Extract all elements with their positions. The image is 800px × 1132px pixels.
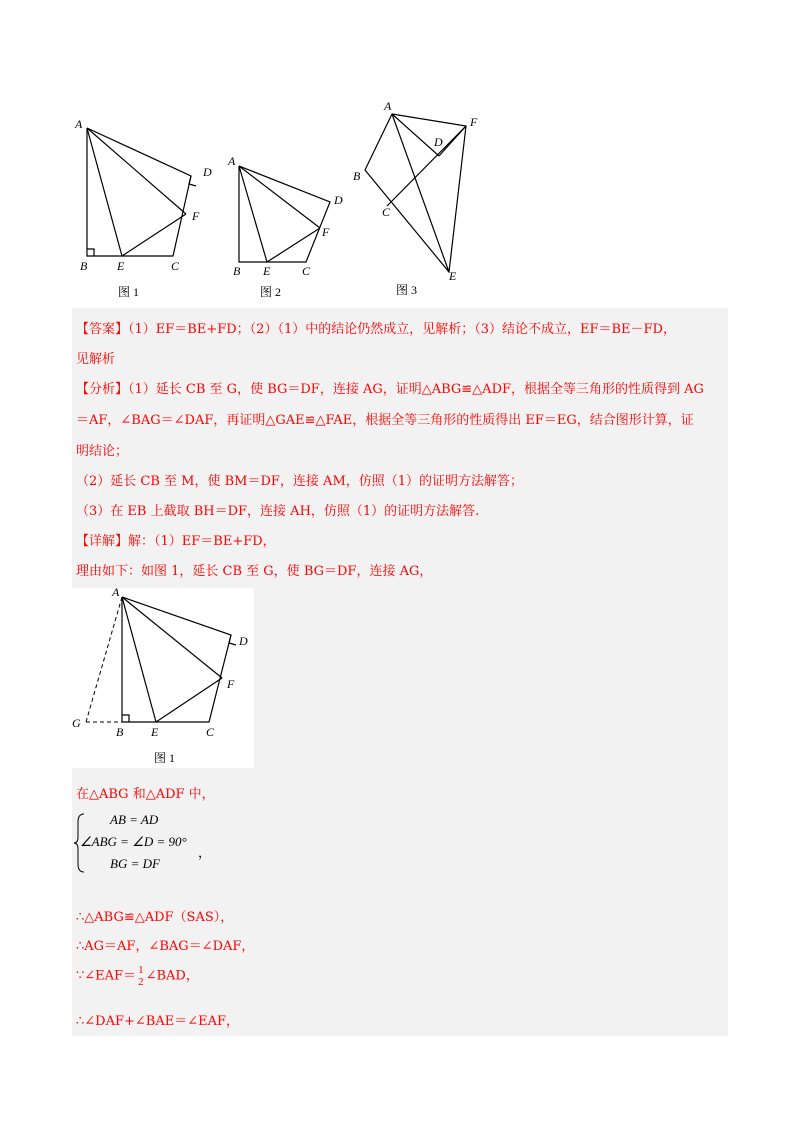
figure-caption: 图 2 [260, 285, 282, 299]
fraction-numerator: 1 [138, 964, 144, 976]
analysis-text: （3）在 EB 上截取 BH＝DF，连接 AH，仿照（1）的证明方法解答. [76, 504, 480, 519]
figure-3 [350, 98, 490, 303]
detail-line [76, 906, 233, 925]
label-B: B [353, 169, 361, 183]
label-E: E [263, 264, 271, 278]
analysis-line [76, 440, 128, 459]
label-A: A [75, 117, 83, 131]
label-A: A [112, 588, 120, 599]
analysis-line [76, 409, 694, 428]
detail-text: 理由如下：如图 1，延长 CB 至 G，使 BG＝DF，连接 AG， [76, 564, 433, 579]
equation-system [74, 812, 234, 874]
equation-tail: ， [198, 845, 212, 860]
analysis-line [76, 378, 704, 397]
analysis-line [76, 470, 523, 489]
label-D: D [334, 193, 343, 207]
analysis-text: 明结论； [76, 444, 129, 459]
detail-text: ∴∠DAF+∠BAE＝∠EAF， [76, 1014, 240, 1029]
detail-tag: 【详解】 [76, 534, 129, 549]
answer-text: 见解析 [76, 352, 116, 367]
label-A: A [228, 154, 236, 168]
answer-tag: 【答案】 [76, 322, 129, 337]
analysis-tag: 【分析】 [76, 382, 129, 397]
detail-text: ∴AG＝AF，∠BAG＝∠DAF， [76, 939, 255, 954]
analysis-line [76, 500, 479, 519]
label-E: E [117, 259, 125, 273]
detail-line [76, 935, 254, 954]
detail-line [76, 560, 432, 579]
label-C: C [206, 725, 215, 739]
figure-caption: 图 1 [154, 751, 176, 765]
label-A: A [384, 99, 392, 113]
label-E: E [449, 269, 457, 283]
label-F: F [470, 115, 478, 129]
figure-1 [70, 112, 230, 302]
detail-line [76, 964, 199, 988]
fraction-denominator: 2 [138, 976, 144, 988]
equation-row: AB = AD [110, 812, 159, 827]
detail-text: 解：（1）EF＝BE+FD， [128, 534, 276, 549]
label-D: D [239, 634, 248, 648]
figure-caption: 图 1 [118, 285, 140, 299]
detail-text: ∴△ABG≌△ADF（SAS）， [76, 910, 234, 925]
answer-text: （1）EF＝BE+FD；（2）（1）中的结论仍然成立，见解析；（3）结论不成立，EF＝BE－FD， [128, 322, 676, 337]
detail-text: ∵∠EAF＝ [76, 968, 137, 984]
fraction [138, 964, 144, 988]
label-B: B [116, 725, 124, 739]
label-B: B [233, 264, 241, 278]
label-B: B [80, 259, 88, 273]
label-D: D [203, 165, 212, 179]
label-C: C [302, 264, 311, 278]
detail-line [76, 530, 276, 549]
detail-line [76, 1010, 239, 1029]
equation-row: BG = DF [110, 856, 160, 871]
answer-line [76, 348, 115, 367]
figure-4 [72, 588, 254, 768]
detail-line [76, 783, 215, 802]
label-C: C [171, 259, 180, 273]
figure-2 [222, 150, 362, 300]
analysis-text: （1）延长 CB 至 G，使 BG＝DF，连接 AG，证明△ABG≌△ADF，根据全等三角形的性质得到 AG [128, 382, 704, 397]
detail-text: 在△ABG 和△ADF 中， [76, 787, 215, 802]
analysis-text: ＝AF，∠BAG＝∠DAF，再证明△GAE≌△FAE，根据全等三角形的性质得出 EF＝EG，结合图形计算，证 [76, 413, 694, 428]
label-G: G [72, 716, 81, 730]
answer-line [76, 318, 676, 337]
figure-caption: 图 3 [396, 283, 418, 297]
label-C: C [382, 205, 391, 219]
label-E: E [151, 725, 159, 739]
label-D: D [434, 135, 443, 149]
label-F: F [192, 209, 200, 223]
label-F: F [322, 225, 330, 239]
analysis-text: （2）延长 CB 至 M，使 BM＝DF，连接 AM，仿照（1）的证明方法解答； [76, 474, 524, 489]
detail-text: ∠BAD， [145, 968, 199, 984]
equation-row: ∠ABG = ∠D = 90° [80, 834, 187, 849]
label-F: F [227, 677, 235, 691]
